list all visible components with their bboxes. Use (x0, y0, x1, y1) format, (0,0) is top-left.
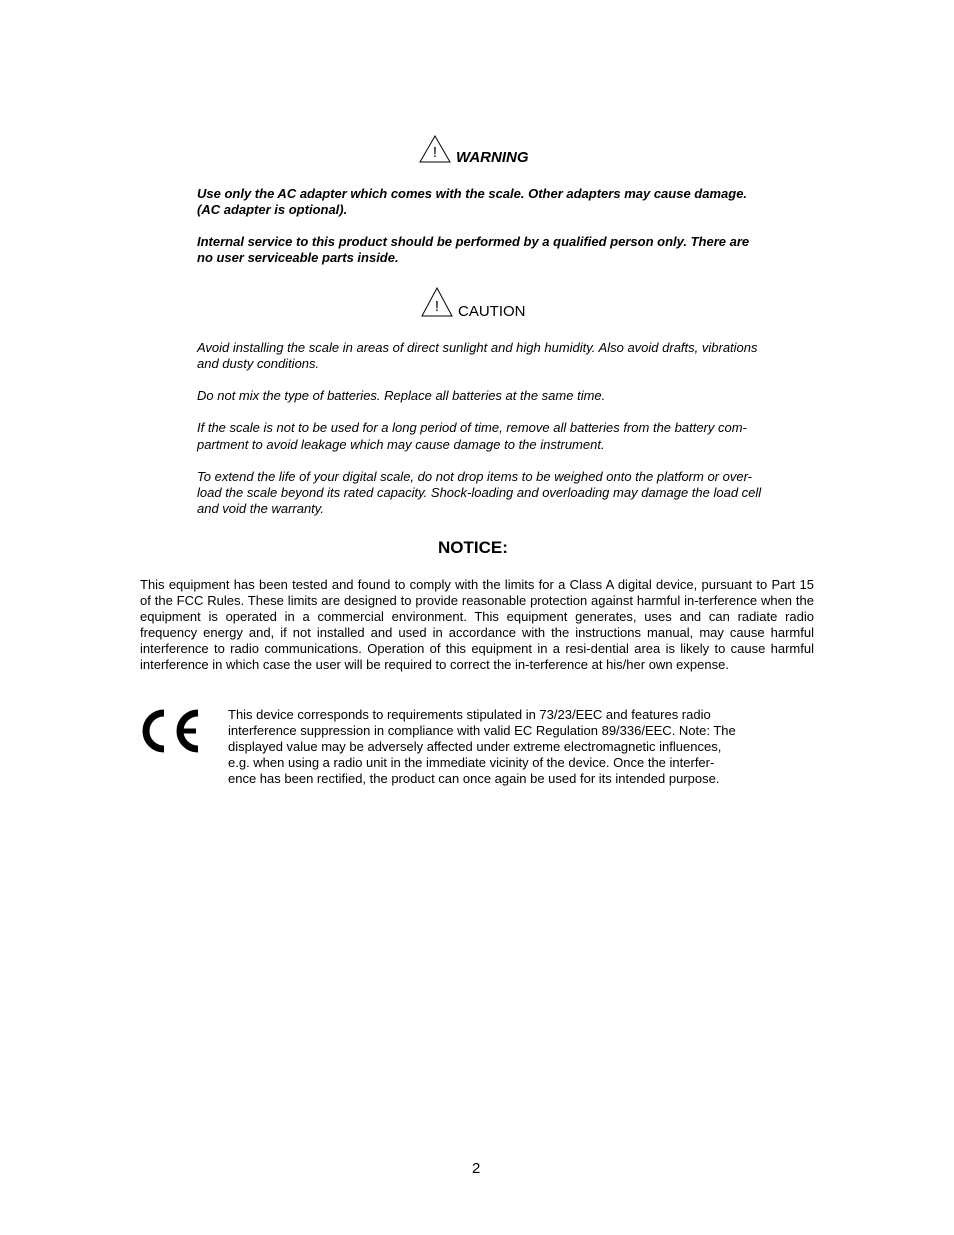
caution-triangle-icon (421, 287, 453, 317)
caution-text: To extend the life of your digital scale, do not drop items to be weighed onto the platform or over- (197, 469, 752, 484)
warning-text: Internal service to this product should be performed by a qualified person only. There are (197, 234, 750, 249)
caution-text: and void the warranty. (197, 501, 324, 516)
caution-text: load the scale beyond its rated capacity. Shock-loading and overloading may damage the load cell (197, 485, 762, 500)
page-number: 2 (472, 1160, 481, 1177)
caution-text: and dusty conditions. (197, 356, 320, 371)
notice-body: This equipment has been tested and found to comply with the limits for a Class A digital device, pursuant to Part 15 of the FCC Rules. These limits are designed to provide reasonable protection against harmful in-terference when the equipment is operated in a commercial environment. This equipment generates, uses and can radiate radio frequency energy and, if not installed and used in accordance with the instructions manual, may cause harmful interference to radio communications. Operation of this equipment in a resi-dential area is likely to cause harmful interference in which case the user will be required to correct the in-terference at his/her own expense. (140, 577, 814, 672)
ce-text-line: displayed value may be adversely affected under extreme electromagnetic influences, (228, 739, 722, 754)
ce-text-line: e.g. when using a radio unit in the immediate vicinity of the device. Once the interfer- (228, 755, 715, 770)
ce-text-line: interference suppression in compliance with valid EC Regulation 89/336/EEC. Note: The (228, 723, 736, 738)
ce-text-line: ence has been rectified, the product can once again be used for its intended purpose. (228, 771, 720, 786)
ce-compliance-text (228, 707, 808, 787)
svg-text:!: ! (432, 144, 438, 161)
caution-title: CAUTION (458, 303, 526, 320)
caution-text: partment to avoid leakage which may cause damage to the instrument. (197, 437, 605, 452)
warning-text: Use only the AC adapter which comes with the scale. Other adapters may cause damage. (197, 186, 748, 201)
notice-title: NOTICE: (438, 538, 508, 557)
svg-text:!: ! (434, 298, 440, 315)
caution-text: Avoid installing the scale in areas of direct sunlight and high humidity. Also avoid drafts, vibrations (197, 340, 758, 355)
warning-text: no user serviceable parts inside. (197, 250, 399, 265)
warning-title: WARNING (456, 149, 529, 166)
caution-text: Do not mix the type of batteries. Replace all batteries at the same time. (197, 388, 606, 403)
ce-mark-logo (138, 707, 204, 755)
ce-text-line: This device corresponds to requirements stipulated in 73/23/EEC and features radio (228, 707, 711, 722)
warning-text: (AC adapter is optional). (197, 202, 348, 217)
warning-triangle-icon (419, 135, 451, 163)
caution-text: If the scale is not to be used for a long period of time, remove all batteries from the battery com- (197, 420, 747, 435)
